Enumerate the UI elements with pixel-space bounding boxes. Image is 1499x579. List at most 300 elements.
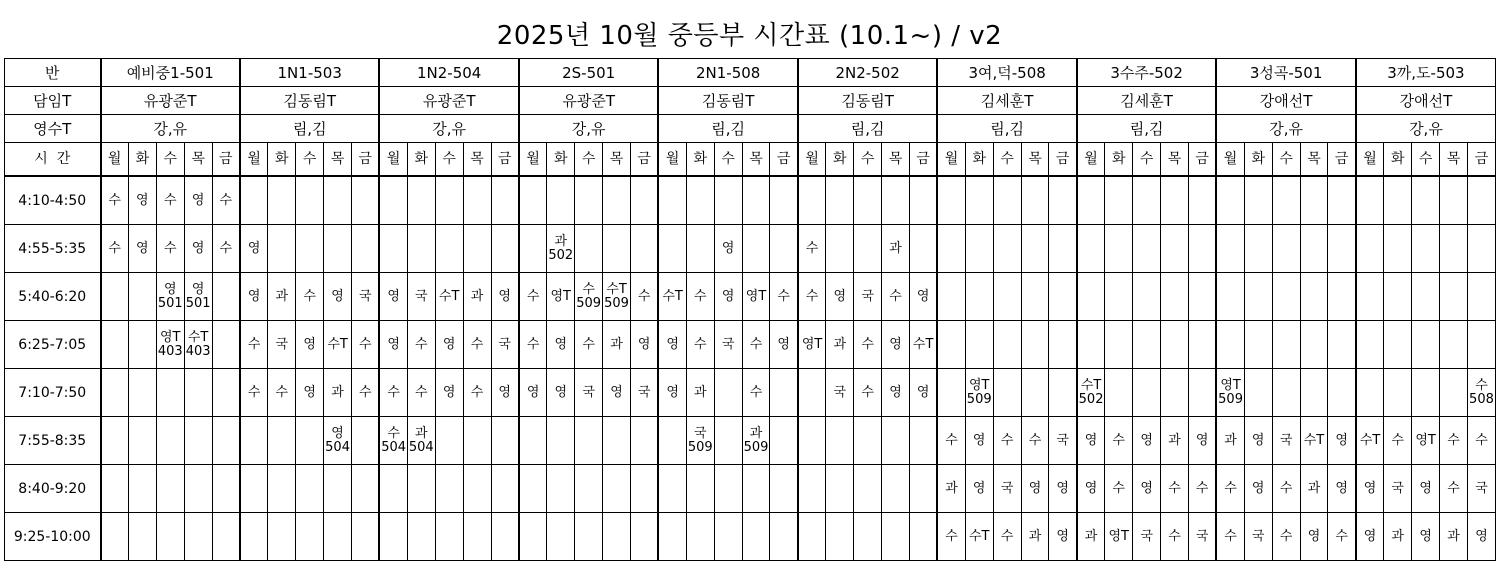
- subject-code: 수: [861, 336, 874, 352]
- schedule-cell: [519, 513, 547, 561]
- subject-code: 영: [666, 384, 679, 400]
- schedule-cell: [1356, 321, 1384, 369]
- schedule-cell: [603, 225, 631, 273]
- subject-code: 수: [1028, 432, 1042, 448]
- day-header: 금: [352, 143, 380, 177]
- class-name: 2N2-502: [798, 59, 937, 87]
- schedule-cell: [854, 321, 882, 369]
- subject-code: 영: [498, 384, 511, 400]
- subject-code: 수: [945, 432, 958, 448]
- schedule-cell: [547, 321, 575, 369]
- subject-code: 과: [1084, 528, 1098, 544]
- subject-code: 영T: [801, 336, 823, 352]
- subject-code: 국: [1195, 528, 1209, 544]
- schedule-cell: [156, 321, 184, 369]
- schedule-cell: [1244, 225, 1272, 273]
- subject-code: 영 504: [325, 425, 350, 455]
- schedule-cell: [658, 225, 686, 273]
- class-row: [5, 59, 1496, 87]
- schedule-cell: [1105, 369, 1133, 417]
- schedule-cell: [491, 225, 519, 273]
- subject-code: 수: [749, 336, 763, 352]
- subject-code: 영T: [550, 288, 571, 304]
- day-header: 금: [630, 143, 658, 177]
- subject-code: 수: [1195, 480, 1209, 496]
- day-header: 수: [1272, 143, 1300, 177]
- schedule-cell: [1021, 417, 1049, 465]
- schedule-cell: [1188, 273, 1216, 321]
- subject-code: 수: [1279, 528, 1293, 544]
- schedule-cell: [1328, 273, 1356, 321]
- subject-code: 과 509: [743, 425, 769, 455]
- subject-code: 영: [1056, 480, 1069, 496]
- schedule-cell: [714, 513, 742, 561]
- subject-code: 과: [275, 288, 289, 304]
- schedule-cell: [156, 273, 184, 321]
- schedule-cell: [937, 417, 965, 465]
- schedule-cell: [798, 465, 826, 513]
- subject-code: 영: [637, 336, 651, 352]
- subject-code: 영: [1363, 528, 1377, 544]
- schedule-cell: [714, 369, 742, 417]
- schedule-cell: [854, 465, 882, 513]
- time-slot-label: 7:55-8:35: [5, 417, 101, 465]
- schedule-cell: [1216, 417, 1244, 465]
- subject-code: 과: [1028, 528, 1042, 544]
- schedule-cell: [909, 321, 937, 369]
- schedule-cell: [1133, 465, 1161, 513]
- schedule-cell: [1440, 225, 1468, 273]
- schedule-cell: [296, 417, 324, 465]
- schedule-cell: [128, 369, 156, 417]
- schedule-cell: [491, 513, 519, 561]
- schedule-cell: [603, 176, 631, 225]
- schedule-cell: [352, 369, 380, 417]
- eng-math-teachers: 림,김: [240, 115, 379, 143]
- schedule-cell: [1133, 176, 1161, 225]
- schedule-cell: [268, 417, 296, 465]
- schedule-cell: [770, 417, 798, 465]
- schedule-cell: [1300, 176, 1328, 225]
- subject-code: 영: [303, 384, 316, 400]
- schedule-cell: [770, 513, 798, 561]
- schedule-cell: [909, 176, 937, 225]
- day-header: 월: [379, 143, 407, 177]
- schedule-cell: [324, 513, 352, 561]
- subject-code: 영: [1335, 432, 1348, 448]
- schedule-cell: [714, 321, 742, 369]
- day-header: 금: [1467, 143, 1495, 177]
- schedule-cell: [1384, 273, 1412, 321]
- time-slot-label: 5:40-6:20: [5, 273, 101, 321]
- schedule-cell: [770, 321, 798, 369]
- time-slot-label: 4:55-5:35: [5, 225, 101, 273]
- schedule-cell: [352, 417, 380, 465]
- schedule-cell: [993, 176, 1021, 225]
- schedule-cell: [547, 225, 575, 273]
- subject-code: 국: [1475, 480, 1488, 496]
- schedule-cell: [1133, 225, 1161, 273]
- subject-code: 수T 502: [1078, 377, 1104, 407]
- day-header: 화: [128, 143, 156, 177]
- day-header: 화: [826, 143, 854, 177]
- schedule-cell: [101, 513, 129, 561]
- subject-code: 수 509: [576, 281, 602, 311]
- subject-code: 영 501: [157, 281, 183, 311]
- schedule-cell: [714, 176, 742, 225]
- schedule-cell: [630, 225, 658, 273]
- subject-code: 과: [1391, 528, 1404, 544]
- subject-code: 국: [1391, 480, 1404, 496]
- subject-code: 영: [1195, 432, 1209, 448]
- schedule-cell: [1161, 513, 1189, 561]
- schedule-cell: [1133, 513, 1161, 561]
- subject-code: 수: [387, 384, 400, 400]
- time-slot-label: 7:10-7:50: [5, 369, 101, 417]
- day-header: 목: [1440, 143, 1468, 177]
- schedule-cell: [324, 176, 352, 225]
- schedule-cell: [1300, 225, 1328, 273]
- schedule-cell: [1300, 273, 1328, 321]
- day-header: 수: [1412, 143, 1440, 177]
- schedule-cell: [742, 176, 770, 225]
- subject-code: 영: [1335, 480, 1348, 496]
- schedule-cell: [658, 417, 686, 465]
- schedule-cell: [463, 321, 491, 369]
- subject-code: 영T: [745, 288, 767, 304]
- eng-math-teachers: 림,김: [937, 115, 1077, 143]
- schedule-cell: [742, 417, 770, 465]
- schedule-cell: [407, 321, 435, 369]
- schedule-cell: [156, 417, 184, 465]
- schedule-cell: [1188, 225, 1216, 273]
- subject-code: 과: [1447, 528, 1460, 544]
- eng-math-teachers: 강,유: [1216, 115, 1356, 143]
- schedule-cell: [491, 417, 519, 465]
- subject-code: 영: [1140, 432, 1153, 448]
- schedule-cell: [1244, 176, 1272, 225]
- subject-code: 수: [108, 192, 121, 208]
- day-header: 목: [463, 143, 491, 177]
- subject-code: 과: [470, 288, 484, 304]
- subject-code: 수T 403: [185, 329, 211, 359]
- schedule-cell: [1077, 225, 1105, 273]
- schedule-cell: [1328, 321, 1356, 369]
- day-header: 목: [184, 143, 212, 177]
- subject-code: 수: [275, 384, 289, 400]
- day-header: 화: [1384, 143, 1412, 177]
- timetable: [4, 58, 1496, 561]
- homeroom-teacher: 김세훈T: [1077, 87, 1217, 115]
- subject-code: 수: [1475, 432, 1488, 448]
- homeroom-teacher: 유광준T: [519, 87, 658, 115]
- schedule-cell: [965, 321, 993, 369]
- subject-code: 영: [833, 288, 846, 304]
- schedule-cell: [184, 321, 212, 369]
- subject-code: 국: [1140, 528, 1153, 544]
- subject-code: 과 504: [408, 425, 434, 455]
- schedule-cell: [826, 273, 854, 321]
- subject-code: 영: [721, 240, 735, 256]
- subject-code: 영: [387, 336, 400, 352]
- subject-code: 영: [916, 384, 930, 400]
- schedule-cell: [1244, 513, 1272, 561]
- schedule-cell: [268, 513, 296, 561]
- subject-code: 수: [247, 384, 261, 400]
- subject-code: 국: [275, 336, 289, 352]
- schedule-cell: [435, 513, 463, 561]
- schedule-cell: [1356, 513, 1384, 561]
- schedule-cell: [909, 273, 937, 321]
- schedule-cell: [1077, 176, 1105, 225]
- day-header: 화: [965, 143, 993, 177]
- class-name: 2S-501: [519, 59, 658, 87]
- subject-code: 수 508: [1469, 377, 1494, 407]
- time-slot-row: [5, 273, 1496, 321]
- page-title: 2025년 10월 중등부 시간표 (10.1~) / v2: [496, 21, 1003, 51]
- schedule-cell: [435, 417, 463, 465]
- schedule-cell: [379, 176, 407, 225]
- subject-code: 영: [972, 480, 986, 496]
- schedule-cell: [352, 273, 380, 321]
- schedule-cell: [1440, 369, 1468, 417]
- homeroom-teacher: 강애선T: [1356, 87, 1496, 115]
- schedule-cell: [1356, 465, 1384, 513]
- schedule-cell: [1356, 225, 1384, 273]
- schedule-cell: [324, 225, 352, 273]
- schedule-cell: [965, 417, 993, 465]
- schedule-cell: [1272, 321, 1300, 369]
- class-name: 3까,도-503: [1356, 59, 1496, 87]
- schedule-cell: [435, 465, 463, 513]
- subject-code: 수: [358, 384, 372, 400]
- schedule-cell: [1077, 321, 1105, 369]
- schedule-cell: [1049, 321, 1077, 369]
- schedule-cell: [379, 417, 407, 465]
- schedule-cell: [212, 465, 240, 513]
- day-header: 화: [407, 143, 435, 177]
- schedule-cell: [101, 321, 129, 369]
- schedule-cell: [826, 465, 854, 513]
- schedule-cell: [1049, 225, 1077, 273]
- subject-code: 영T: [1415, 432, 1436, 448]
- schedule-cell: [854, 417, 882, 465]
- timetable-grid: [4, 58, 1496, 561]
- schedule-cell: [156, 176, 184, 225]
- schedule-cell: [1384, 225, 1412, 273]
- schedule-cell: [101, 369, 129, 417]
- schedule-cell: [1440, 321, 1468, 369]
- schedule-cell: [658, 273, 686, 321]
- schedule-cell: [742, 225, 770, 273]
- day-header: 화: [547, 143, 575, 177]
- schedule-cell: [686, 369, 714, 417]
- schedule-cell: [268, 225, 296, 273]
- schedule-cell: [742, 369, 770, 417]
- schedule-cell: [128, 513, 156, 561]
- schedule-cell: [491, 273, 519, 321]
- schedule-cell: [463, 465, 491, 513]
- schedule-cell: [463, 273, 491, 321]
- subject-code: 영: [1140, 480, 1153, 496]
- time-slot-label: 6:25-7:05: [5, 321, 101, 369]
- schedule-cell: [463, 225, 491, 273]
- schedule-cell: [826, 417, 854, 465]
- day-header: 월: [937, 143, 965, 177]
- day-header: 수: [435, 143, 463, 177]
- subject-code: 영: [1307, 528, 1321, 544]
- subject-code: 국: [721, 336, 735, 352]
- schedule-cell: [742, 465, 770, 513]
- subject-code: 영: [1084, 432, 1098, 448]
- schedule-cell: [1021, 321, 1049, 369]
- schedule-cell: [379, 369, 407, 417]
- schedule-cell: [993, 465, 1021, 513]
- subject-code: 영: [1251, 432, 1265, 448]
- time-slot-row: [5, 176, 1496, 225]
- schedule-cell: [1188, 369, 1216, 417]
- schedule-cell: [101, 273, 129, 321]
- schedule-cell: [1384, 369, 1412, 417]
- schedule-cell: [603, 513, 631, 561]
- subject-code: 영: [721, 288, 735, 304]
- schedule-cell: [184, 369, 212, 417]
- time-slot-row: [5, 369, 1496, 417]
- schedule-cell: [491, 465, 519, 513]
- subject-code: 수: [163, 192, 177, 208]
- subject-code: 영: [442, 336, 456, 352]
- schedule-cell: [379, 513, 407, 561]
- schedule-cell: [686, 513, 714, 561]
- schedule-cell: [1161, 273, 1189, 321]
- schedule-cell: [240, 417, 268, 465]
- subject-code: 영: [1419, 528, 1432, 544]
- schedule-cell: [909, 465, 937, 513]
- schedule-cell: [770, 225, 798, 273]
- schedule-cell: [993, 321, 1021, 369]
- schedule-cell: [1021, 176, 1049, 225]
- time-slot-label: 8:40-9:20: [5, 465, 101, 513]
- schedule-cell: [714, 465, 742, 513]
- class-name: 3수주-502: [1077, 59, 1217, 87]
- subject-code: 국: [1279, 432, 1293, 448]
- schedule-cell: [1049, 465, 1077, 513]
- schedule-cell: [435, 369, 463, 417]
- schedule-cell: [352, 225, 380, 273]
- schedule-cell: [184, 225, 212, 273]
- schedule-cell: [1328, 513, 1356, 561]
- subject-code: 수: [219, 192, 233, 208]
- subject-code: 수: [1447, 480, 1460, 496]
- homeroom-teacher: 김세훈T: [937, 87, 1077, 115]
- schedule-cell: [575, 513, 603, 561]
- day-header: 목: [1300, 143, 1328, 177]
- subject-code: 수: [358, 336, 372, 352]
- day-header: 월: [101, 143, 129, 177]
- subject-code: 수T: [327, 336, 348, 352]
- schedule-cell: [1356, 417, 1384, 465]
- subject-code: 영: [554, 336, 568, 352]
- schedule-cell: [1216, 225, 1244, 273]
- day-header: 금: [212, 143, 240, 177]
- day-header: 목: [324, 143, 352, 177]
- schedule-cell: [686, 465, 714, 513]
- schedule-cell: [1328, 417, 1356, 465]
- subject-code: 영: [777, 336, 790, 352]
- schedule-cell: [937, 513, 965, 561]
- schedule-cell: [435, 225, 463, 273]
- subject-code: 수: [1391, 432, 1404, 448]
- schedule-cell: [128, 417, 156, 465]
- schedule-cell: [1021, 465, 1049, 513]
- schedule-cell: [937, 321, 965, 369]
- schedule-cell: [1356, 369, 1384, 417]
- schedule-cell: [686, 176, 714, 225]
- subject-code: 수: [1168, 480, 1181, 496]
- subject-code: 수: [1335, 528, 1348, 544]
- schedule-cell: [658, 465, 686, 513]
- schedule-cell: [184, 513, 212, 561]
- schedule-cell: [1328, 176, 1356, 225]
- schedule-cell: [101, 176, 129, 225]
- schedule-cell: [407, 273, 435, 321]
- schedule-cell: [937, 273, 965, 321]
- schedule-cell: [742, 321, 770, 369]
- eng-math-teachers: 림,김: [798, 115, 937, 143]
- time-slot-row: [5, 321, 1496, 369]
- subject-code: 영: [1419, 480, 1432, 496]
- schedule-cell: [1105, 513, 1133, 561]
- schedule-cell: [1467, 369, 1495, 417]
- time-column-label: 시 간: [5, 143, 101, 177]
- subject-code: 과: [945, 480, 958, 496]
- schedule-cell: [212, 417, 240, 465]
- schedule-cell: [575, 225, 603, 273]
- schedule-cell: [909, 513, 937, 561]
- schedule-cell: [184, 465, 212, 513]
- day-header: 화: [686, 143, 714, 177]
- eng-math-teachers: 강,유: [101, 115, 240, 143]
- schedule-cell: [882, 465, 910, 513]
- class-name: 2N1-508: [658, 59, 797, 87]
- schedule-cell: [1133, 417, 1161, 465]
- subject-code: 수: [1000, 432, 1014, 448]
- schedule-cell: [128, 176, 156, 225]
- schedule-cell: [965, 176, 993, 225]
- schedule-cell: [491, 321, 519, 369]
- schedule-cell: [1440, 273, 1468, 321]
- homeroom-teacher: 김동림T: [798, 87, 937, 115]
- subject-code: 영: [247, 288, 261, 304]
- schedule-cell: [1440, 417, 1468, 465]
- subject-code: 수T: [1303, 432, 1325, 448]
- subject-code: 수: [1279, 480, 1293, 496]
- schedule-cell: [519, 225, 547, 273]
- day-header: 금: [491, 143, 519, 177]
- class-name: 1N1-503: [240, 59, 379, 87]
- schedule-cell: [240, 273, 268, 321]
- subject-code: 국: [498, 336, 511, 352]
- schedule-cell: [407, 176, 435, 225]
- schedule-cell: [575, 369, 603, 417]
- schedule-cell: [854, 273, 882, 321]
- schedule-cell: [463, 417, 491, 465]
- schedule-cell: [324, 321, 352, 369]
- schedule-cell: [575, 417, 603, 465]
- schedule-cell: [1272, 417, 1300, 465]
- subject-code: 영: [1028, 480, 1042, 496]
- schedule-cell: [965, 513, 993, 561]
